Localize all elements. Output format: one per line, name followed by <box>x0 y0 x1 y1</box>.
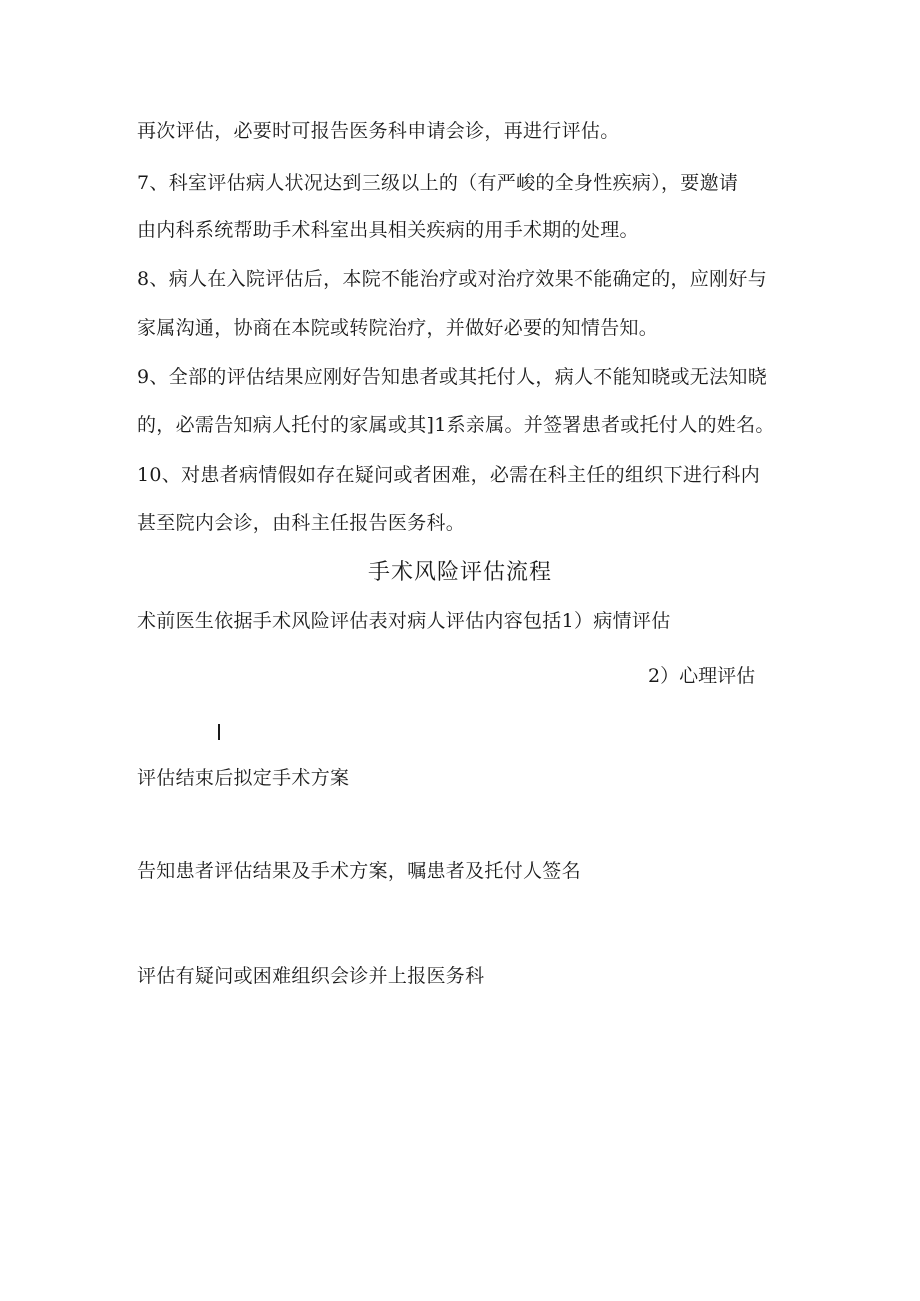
paragraph-line-7: 的，必需告知病人托付的家属或其]1系亲属。并签署患者或托付人的姓名。 <box>137 414 775 436</box>
flow-step-2: 评估结束后拟定手术方案 <box>137 767 350 789</box>
flow-step-1: 术前医生依据手术风险评估表对病人评估内容包括1）病情评估 <box>137 610 671 632</box>
flow-step-1-sub: 2）心理评估 <box>648 665 756 687</box>
flow-step-4: 评估有疑问或困难组织会诊并上报医务科 <box>137 965 485 987</box>
paragraph-line-9: 甚至院内会诊，由科主任报告医务科。 <box>137 512 466 534</box>
flow-title: 手术风险评估流程 <box>367 560 552 585</box>
paragraph-line-2: 7、科室评估病人状况达到三级以上的（有严峻的全身性疾病），要邀请 <box>137 172 739 194</box>
paragraph-line-5: 家属沟通，协商在本院或转院治疗，并做好必要的知情告知。 <box>137 317 659 339</box>
flow-connector <box>218 724 220 740</box>
paragraph-line-1: 再次评估，必要时可报告医务科申请会诊，再进行评估。 <box>137 120 620 142</box>
paragraph-line-3: 由内科系统帮助手术科室出具相关疾病的用手术期的处理。 <box>137 219 639 241</box>
paragraph-line-6: 9、全部的评估结果应刚好告知患者或其托付人，病人不能知晓或无法知晓 <box>137 366 767 388</box>
flow-step-3: 告知患者评估结果及手术方案，嘱患者及托付人签名 <box>137 860 581 882</box>
paragraph-line-8: 10、对患者病情假如存在疑问或者困难，必需在科主任的组织下进行科内 <box>137 464 761 486</box>
paragraph-line-4: 8、病人在入院评估后，本院不能治疗或对治疗效果不能确定的，应刚好与 <box>137 268 767 290</box>
